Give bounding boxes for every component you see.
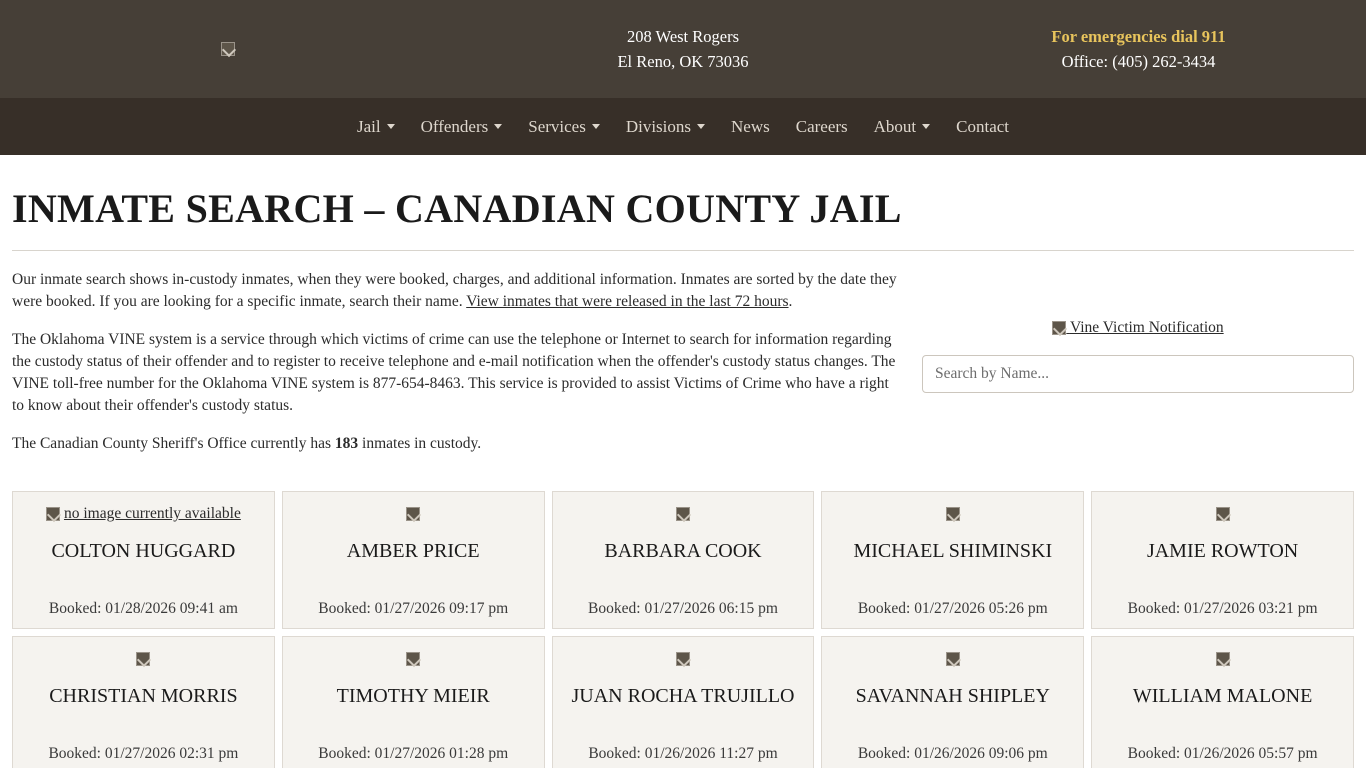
nav-label: Careers (795, 116, 848, 136)
inmate-card[interactable] (552, 636, 815, 768)
released-inmates-link[interactable]: View inmates that were released in the last 72 hours (466, 293, 789, 310)
chevron-down-icon (592, 124, 600, 129)
nav-item-jail[interactable] (344, 117, 408, 137)
broken-image-icon (676, 652, 690, 666)
nav-label: Offenders (420, 116, 489, 136)
logo[interactable] (0, 0, 455, 98)
inmate-count: 183 (334, 435, 359, 452)
intro-paragraph-2: The Oklahoma VINE system is a service through which victims of crime can use the telephone or Internet to search for information regarding the custody status of their offender and to register to receive telephone and e-mail notification when the offender's custody status changes. The VINE toll-free number for the Oklahoma VINE system is 877-654-8463. This service is provided to assist Victims of Crime who have a right to know about their offender's custody status. (12, 331, 896, 414)
inmate-card[interactable] (552, 491, 815, 629)
inmate-photo[interactable] (406, 649, 420, 669)
nav-item-about[interactable] (861, 117, 944, 137)
inmate-booked-date: Booked: 01/27/2026 03:21 pm (1127, 600, 1318, 617)
chevron-down-icon (494, 124, 502, 129)
inmate-booked-date: Booked: 01/27/2026 05:26 pm (857, 600, 1048, 617)
inmate-name: AMBER PRICE (346, 540, 480, 562)
broken-image-icon (946, 507, 960, 521)
broken-image-icon (406, 507, 420, 521)
inmate-card[interactable] (12, 491, 275, 629)
inmate-card[interactable] (282, 636, 545, 768)
address-line-2: El Reno, OK 73036 (617, 52, 749, 71)
image-alt-text: no image currently available (63, 505, 241, 522)
inmate-booked-date: Booked: 01/27/2026 02:31 pm (48, 745, 239, 762)
inmate-card[interactable] (12, 636, 275, 768)
chevron-down-icon (697, 124, 705, 129)
inmate-name: MICHAEL SHIMINSKI (853, 540, 1053, 562)
search-input[interactable] (922, 355, 1354, 393)
inmate-name: BARBARA COOK (604, 540, 762, 562)
intro-text-column (12, 269, 902, 471)
inmate-card[interactable] (821, 636, 1084, 768)
inmate-photo[interactable] (676, 504, 690, 524)
vine-victim-notification-link[interactable] (922, 319, 1354, 337)
inmate-photo[interactable] (46, 504, 241, 524)
inmate-card[interactable] (1091, 491, 1354, 629)
inmate-booked-date: Booked: 01/28/2026 09:41 am (48, 600, 238, 617)
office-phone: Office: (405) 262-3434 (1061, 52, 1216, 71)
intro-p1-end: . (788, 293, 793, 310)
inmate-name: JAMIE ROWTON (1146, 540, 1299, 562)
broken-image-icon (46, 507, 60, 521)
inmate-name: TIMOTHY MIEIR (336, 685, 490, 707)
nav-label: About (873, 116, 917, 136)
intro-paragraph-3 (12, 433, 902, 455)
custody-text-before: The Canadian County Sheriff's Office currently has (12, 435, 335, 452)
inmate-booked-date: Booked: 01/26/2026 11:27 pm (588, 745, 778, 762)
inmate-card[interactable] (1091, 636, 1354, 768)
intro-section (12, 269, 1354, 471)
nav-label: Jail (356, 116, 381, 136)
nav-label: News (731, 116, 770, 136)
nav-item-services[interactable] (515, 117, 613, 137)
broken-image-icon (406, 652, 420, 666)
inmate-booked-date: Booked: 01/26/2026 05:57 pm (1127, 745, 1318, 762)
broken-image-icon (1216, 507, 1230, 521)
inmate-booked-date: Booked: 01/27/2026 09:17 pm (318, 600, 509, 617)
address-block (455, 24, 911, 74)
vine-link-label: Vine Victim Notification (1069, 319, 1224, 336)
inmate-name: SAVANNAH SHIPLEY (855, 685, 1050, 707)
emergency-block (911, 24, 1366, 74)
nav-item-divisions[interactable] (613, 117, 718, 137)
inmate-photo[interactable] (136, 649, 150, 669)
no-image-placeholder (46, 505, 241, 523)
inmate-name: JUAN ROCHA TRUJILLO (571, 685, 795, 707)
nav-label: Services (528, 116, 586, 136)
inmate-photo[interactable] (406, 504, 420, 524)
broken-image-icon (946, 652, 960, 666)
inmate-card[interactable] (821, 491, 1084, 629)
inmate-name: COLTON HUGGARD (51, 540, 236, 562)
inmate-booked-date: Booked: 01/26/2026 09:06 pm (857, 745, 1048, 762)
inmate-name: CHRISTIAN MORRIS (49, 685, 238, 707)
main-navigation (0, 98, 1366, 155)
broken-image-icon (136, 652, 150, 666)
inmate-name: WILLIAM MALONE (1132, 685, 1313, 707)
inmate-photo[interactable] (1216, 649, 1230, 669)
broken-image-icon (676, 507, 690, 521)
page-title: INMATE SEARCH – CANADIAN COUNTY JAIL (12, 186, 902, 231)
emergency-text: For emergencies dial 911 (1051, 27, 1226, 46)
inmate-booked-date: Booked: 01/27/2026 06:15 pm (588, 600, 778, 617)
search-column (922, 269, 1354, 471)
nav-label: Divisions (625, 116, 692, 136)
nav-item-news[interactable] (718, 117, 783, 137)
chevron-down-icon (922, 124, 930, 129)
broken-image-icon (1052, 321, 1066, 335)
address-line-1: 208 West Rogers (626, 27, 740, 46)
broken-image-icon (1216, 652, 1230, 666)
chevron-down-icon (387, 124, 395, 129)
inmate-photo[interactable] (676, 649, 690, 669)
nav-item-careers[interactable] (783, 117, 861, 137)
custody-text-after: inmates in custody. (358, 435, 482, 452)
inmate-booked-date: Booked: 01/27/2026 01:28 pm (318, 745, 509, 762)
nav-item-contact[interactable] (943, 117, 1022, 137)
intro-p1-text: Our inmate search shows in-custody inmates, when they were booked, charges, and additional information. Inmates are sorted by the date they were booked. If you are looking for a specific inmate, search their name. (12, 271, 897, 310)
site-header (0, 0, 1366, 98)
inmate-photo[interactable] (946, 649, 960, 669)
broken-image-icon (221, 42, 235, 56)
inmate-photo[interactable] (946, 504, 960, 524)
inmate-card[interactable] (282, 491, 545, 629)
inmate-photo[interactable] (1216, 504, 1230, 524)
nav-label: Contact (956, 116, 1010, 136)
nav-item-offenders[interactable] (408, 117, 516, 137)
title-divider (12, 250, 1354, 251)
inmate-grid (12, 491, 1354, 768)
page-content (0, 185, 1366, 768)
intro-paragraph-1 (12, 269, 902, 313)
